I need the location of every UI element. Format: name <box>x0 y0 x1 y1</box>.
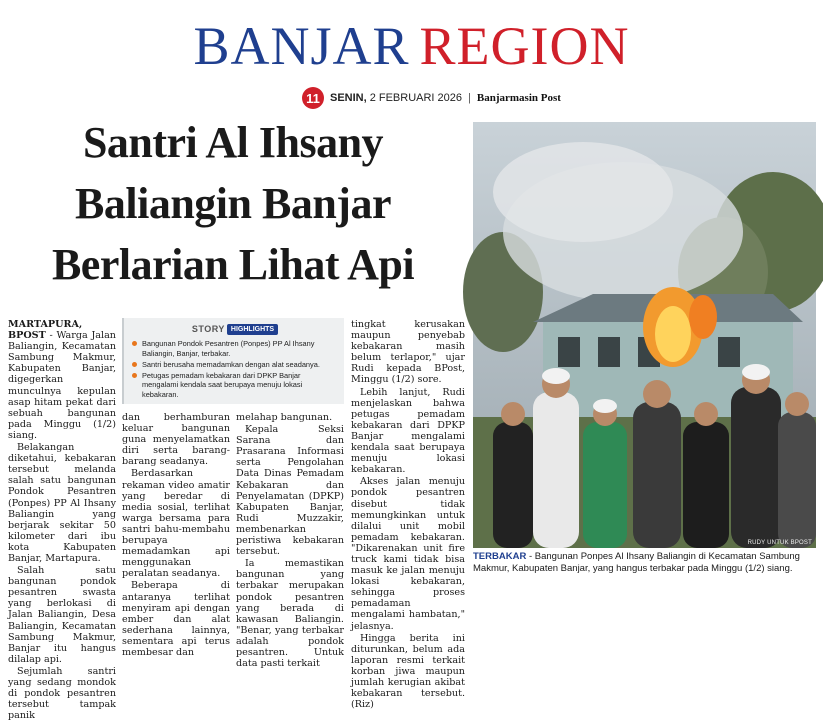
photo-credit: RUDY UNTUK BPOST <box>747 540 812 546</box>
article-column-2 <box>122 412 230 659</box>
highlight-text: Santri berusaha memadamkan dengan alat seadanya. <box>142 359 320 369</box>
article-column-3 <box>236 412 344 670</box>
article-paragraph: tingkat kerusakan maupun penyebab kebakaran masih belum terlapor," ujar Rudi kepada BPost, Minggu (1/2) sore. <box>351 319 465 386</box>
masthead <box>0 8 823 106</box>
fire-scene-illustration <box>473 122 816 548</box>
story-highlights-box <box>122 318 344 404</box>
bullet-icon <box>132 341 137 346</box>
caption-text: - Bangunan Ponpes Al Ihsany Baliangin di Kecamatan Sambung Makmur, Kabupaten Banjar, yang hangus terbakar pada Minggu (1/2) siang. <box>473 551 800 574</box>
highlights-tag: HIGHLIGHTS <box>227 324 278 335</box>
highlights-header <box>132 324 338 335</box>
highlight-text: Petugas pemadam kebakaran dari DPKP Banjar mengalami kendala saat berupaya menuju lokasi kebakaran. <box>142 371 303 399</box>
article-paragraph: Kepala Seksi Sarana dan Prasarana Informasi serta Pengolahan Data Dinas Pemadam Kebakaran dan Penyelamatan (DPKP) Kabupaten Banjar, Rudi Muzzakir, membenarkan peristiwa kebakaran tersebut. <box>236 424 344 558</box>
headline-line-3: Berlarian Lihat Api <box>51 240 415 289</box>
story-label: STORY <box>191 324 225 334</box>
article-paragraph: Lebih lanjut, Rudi menjelaskan bahwa petugas pemadam kebakaran dari DPKP Banjar mengalami kendala saat berupaya menuju lokasi kebakaran. <box>351 386 465 476</box>
highlight-item <box>132 360 338 369</box>
page-number-badge: 11 <box>302 87 324 109</box>
section-title-region: REGION <box>419 16 630 76</box>
article-dateline: MARTAPURA, BPOST <box>8 319 83 342</box>
article-paragraph: MARTAPURA, BPOST - Warga Jalan Baliangin, Kecamatan Sambung Makmur, Kabupaten Banjar, digegerkan munculnya kepulan asap hitam pekat dari sebuah bangunan pada Minggu (1/2) siang. <box>8 319 116 441</box>
article-column-4 <box>351 319 465 711</box>
article-paragraph: Salah satu bangunan pondok pesantren swasta yang berlokasi di Jalan Baliangin, Desa Baliangin, Kecamatan Sambung Makmur, Banjar itu hangus dilalap api. <box>8 565 116 665</box>
date-label: 2 FEBRUARI 2026 <box>369 92 463 104</box>
section-title-banjar: BANJAR <box>193 16 410 76</box>
article-paragraph: melahap bangunan. <box>236 412 333 423</box>
news-photo <box>473 122 816 548</box>
divider: | <box>468 92 471 104</box>
highlight-text: Bangunan Pondok Pesantren (Ponpes) PP Al Ihsany Baliangin, Banjar, terbakar. <box>142 339 315 358</box>
dateline <box>302 86 561 110</box>
bullet-icon <box>132 373 137 378</box>
article-column-1 <box>8 319 116 722</box>
highlight-item <box>132 371 338 399</box>
headline-line-2: Baliangin Banjar <box>75 179 391 228</box>
highlight-item <box>132 339 338 358</box>
photo-caption <box>473 551 816 575</box>
article-paragraph: Hingga berita ini diturunkan, belum ada laporan resmi terkait korban jiwa maupun jumlah kerugian akibat kebakaran tersebut. (Riz) <box>351 632 465 711</box>
article-paragraph: Ia memastikan bangunan yang terbakar merupakan pondok pesantren yang berada di kawasan Baliangin. "Benar, yang terbakar adalah pondok pesantren. Untuk data pasti terkait <box>236 558 344 670</box>
day-label: SENIN, <box>330 92 367 104</box>
article-paragraph: Beberapa di antaranya terlihat menyiram api dengan ember dan alat sederhana lainnya, sementara api terus membesar dan <box>122 580 230 658</box>
article-paragraph: Belakangan diketahui, kebakaran tersebut melanda salah satu bangunan Pondok Pesantren (Ponpes) PP Al Ihsany Baliangin yang berjarak sekitar 50 kilometer dari ibu kota Kabupaten Banjar, Martapura. <box>8 442 116 564</box>
caption-label: TERBAKAR <box>473 551 527 562</box>
section-title <box>0 16 823 76</box>
headline-line-1: Santri Al Ihsany <box>82 118 384 167</box>
bullet-icon <box>132 362 137 367</box>
headline <box>8 112 458 295</box>
brand-logo: Banjarmasin Post <box>476 92 561 104</box>
article-paragraph: dan berhamburan keluar bangunan guna menyelamatkan diri serta barang-barang seadanya. <box>122 412 230 468</box>
article-paragraph: Berdasarkan rekaman video amatir yang beredar di media sosial, terlihat warga bersama para santri bahu-membahu berupaya memadamkan api menggunakan peralatan seadanya. <box>122 468 230 580</box>
article-paragraph: Sejumlah santri yang sedang mondok di pondok pesantren tersebut tampak panik <box>8 665 116 722</box>
article-paragraph: Akses jalan menuju pondok pesantren disebut tidak memungkinkan untuk dilalui unit mobil pemadam kebakaran. "Dikarenakan unit fire truck kami tidak bisa masuk ke jalan menuju lokasi kebakaran, sehingga proses pemadaman mengalami hambatan," jelasnya. <box>351 476 465 632</box>
